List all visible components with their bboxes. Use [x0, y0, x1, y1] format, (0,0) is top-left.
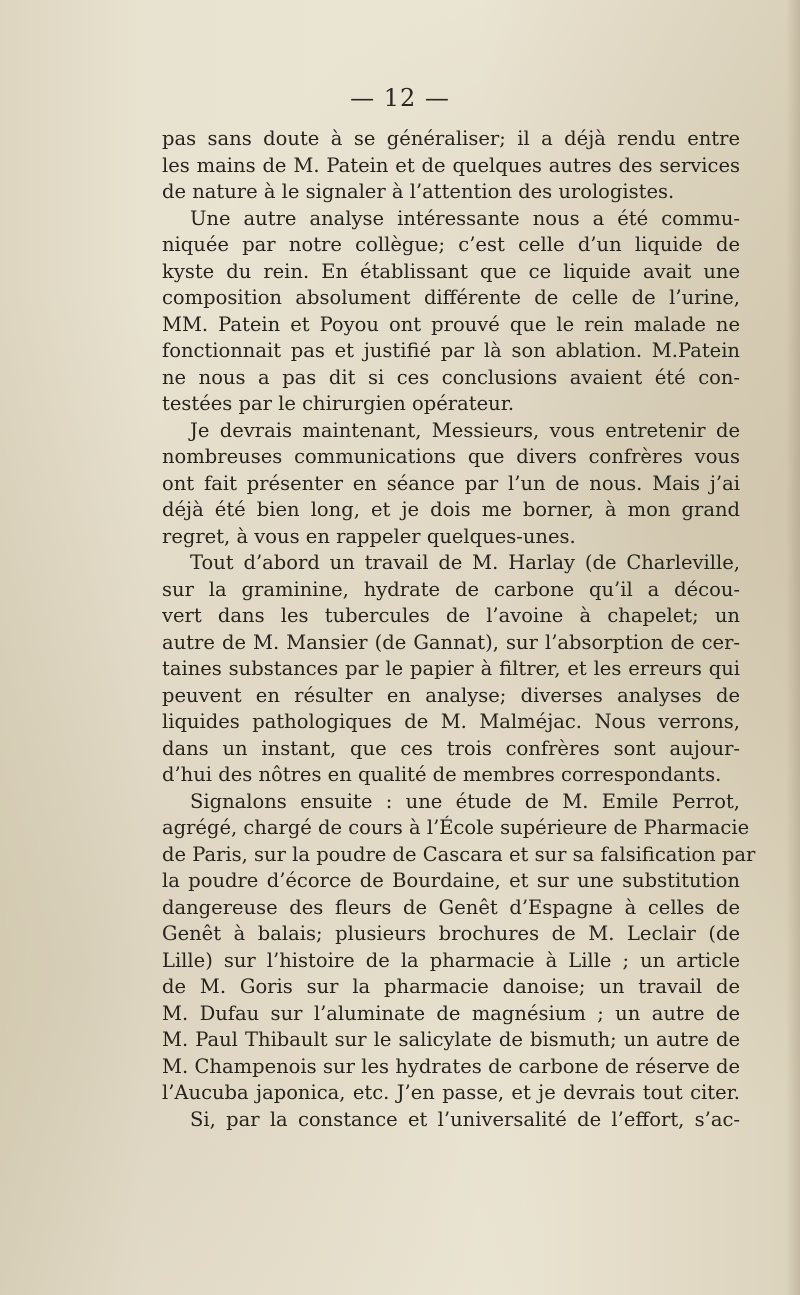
text-line: sur la graminine, hydrate de carbone qu’il a décou-	[162, 577, 740, 601]
text-line: déjà été bien long, et je dois me borner, à mon grand	[162, 498, 740, 521]
text-line: M. Dufau sur l’aluminate de magnésium ; un autre de	[162, 1001, 740, 1025]
text-line: les mains de M. Patein et de quelques autres des services	[162, 153, 740, 177]
text-line: dangereuse des fleurs de Genêt d’Espagne à celles de	[162, 895, 740, 919]
text-line: Genêt à balais; plusieurs brochures de M. Leclair (de	[162, 922, 740, 945]
text-line: kyste du rein. En établissant que ce liquide avait une	[162, 259, 740, 283]
page-number: — 12 —	[350, 84, 450, 112]
text-line: liquides pathologiques de M. Malméjac. Nous verrons,	[162, 710, 740, 733]
text-line: de Paris, sur la poudre de Cascara et sur sa falsification par	[162, 842, 756, 866]
text-line: Tout d’abord un travail de M. Harlay (de Charleville,	[190, 551, 740, 574]
text-line: testées par le chirurgien opérateur.	[162, 392, 515, 415]
text-line: autre de M. Mansier (de Gannat), sur l’absorption de cer-	[162, 630, 740, 654]
text-line: Signalons ensuite : une étude de M. Emile Perrot,	[190, 789, 740, 813]
page-edge-shadow	[786, 0, 800, 1295]
text-line: fonctionnait pas et justifié par là son ablation. M.Patein	[162, 339, 740, 362]
text-line: ne nous a pas dit si ces conclusions avaient été con-	[162, 365, 740, 389]
text-line: M. Paul Thibault sur le salicylate de bismuth; un autre de	[162, 1028, 740, 1051]
text-line: peuvent en résulter en analyse; diverses analyses de	[162, 683, 740, 707]
text-line: niquée par notre collègue; c’est celle d’un liquide de	[162, 233, 740, 256]
text-line: l’Aucuba japonica, etc. J’en passe, et je devrais tout citer.	[162, 1081, 740, 1104]
text-line: dans un instant, que ces trois confrères sont aujour-	[162, 736, 740, 760]
text-line: taines substances par le papier à filtrer, et les erreurs qui	[162, 657, 740, 680]
text-line: Si, par la constance et l’universalité de l’effort, s’ac-	[190, 1107, 740, 1131]
text-line: la poudre d’écorce de Bourdaine, et sur une substitution	[162, 869, 740, 892]
text-line: vert dans les tubercules de l’avoine à chapelet; un	[162, 604, 740, 627]
text-line: Une autre analyse intéressante nous a été commu-	[190, 206, 740, 230]
text-line: Je devrais maintenant, Messieurs, vous entretenir de	[190, 418, 740, 442]
text-line: composition absolument différente de celle de l’urine,	[162, 286, 740, 309]
text-line: regret, à vous en rappeler quelques-unes.	[162, 524, 576, 548]
body-text	[162, 126, 756, 1133]
text-line: d’hui des nôtres en qualité de membres correspondants.	[162, 763, 722, 786]
text-line: nombreuses communications que divers confrères vous	[162, 445, 740, 468]
text-line: de M. Goris sur la pharmacie danoise; un travail de	[162, 975, 740, 998]
text-line: MM. Patein et Poyou ont prouvé que le rein malade ne	[162, 312, 740, 336]
text-line: pas sans doute à se généraliser; il a déjà rendu entre	[162, 127, 740, 150]
text-line: Lille) sur l’histoire de la pharmacie à Lille ; un article	[162, 948, 740, 972]
text-line: agrégé, chargé de cours à l’École supérieure de Pharmacie	[162, 816, 750, 839]
text-line: M. Champenois sur les hydrates de carbone de réserve de	[162, 1054, 740, 1078]
text-line: ont fait présenter en séance par l’un de nous. Mais j’ai	[162, 471, 740, 495]
text-line: de nature à le signaler à l’attention des urologistes.	[162, 180, 675, 203]
